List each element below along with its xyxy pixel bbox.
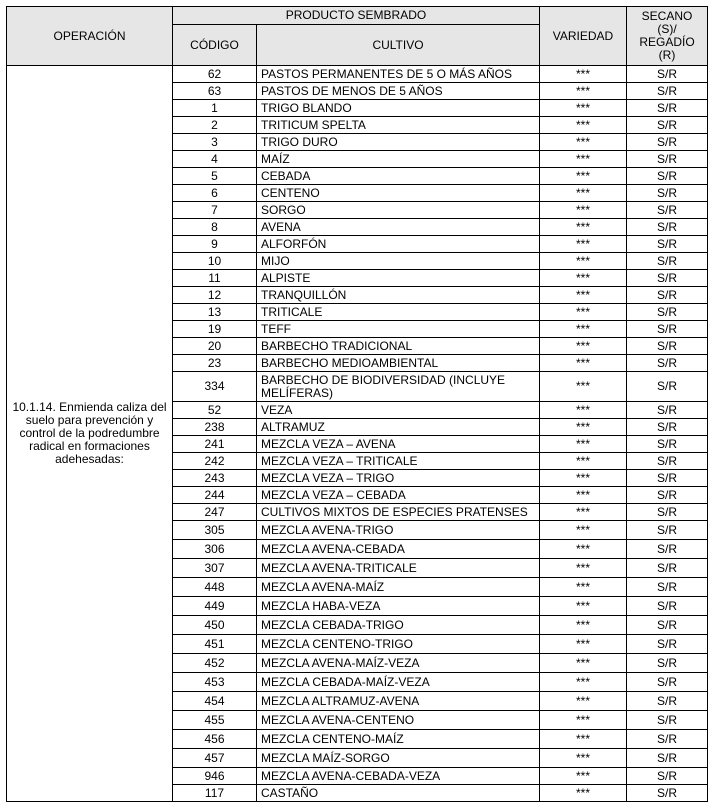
- header-secano-line: REGADÍO: [639, 35, 695, 49]
- crop-cell: CULTIVOS MIXTOS DE ESPECIES PRATENSES: [257, 504, 540, 521]
- crop-cell: PASTOS DE MENOS DE 5 AÑOS: [257, 83, 540, 100]
- variety-cell: ***: [540, 540, 627, 559]
- code-cell: 450: [173, 616, 257, 635]
- secano-cell: S/R: [627, 270, 708, 287]
- crop-cell: MEZCLA AVENA-CEBADA-VEZA: [257, 768, 540, 785]
- variety-cell: ***: [540, 692, 627, 711]
- crop-cell: TRITICUM SPELTA: [257, 117, 540, 134]
- crop-cell: MEZCLA VEZA – AVENA: [257, 436, 540, 453]
- variety-cell: ***: [540, 768, 627, 785]
- crop-cell: MEZCLA AVENA-TRIGO: [257, 521, 540, 540]
- code-cell: 456: [173, 730, 257, 749]
- variety-cell: ***: [540, 453, 627, 470]
- crop-cell: MEZCLA AVENA-CEBADA: [257, 540, 540, 559]
- secano-cell: S/R: [627, 151, 708, 168]
- variety-cell: ***: [540, 287, 627, 304]
- code-cell: 242: [173, 453, 257, 470]
- variety-cell: ***: [540, 304, 627, 321]
- code-cell: 19: [173, 321, 257, 338]
- variety-cell: ***: [540, 202, 627, 219]
- code-cell: 455: [173, 711, 257, 730]
- crop-cell: MEZCLA AVENA-CENTENO: [257, 711, 540, 730]
- secano-cell: S/R: [627, 253, 708, 270]
- crop-cell: BARBECHO DE BIODIVERSIDAD (INCLUYE MELÍFERAS): [257, 372, 540, 402]
- code-cell: 306: [173, 540, 257, 559]
- code-cell: 449: [173, 597, 257, 616]
- crop-cell: CENTENO: [257, 185, 540, 202]
- secano-cell: S/R: [627, 168, 708, 185]
- code-cell: 3: [173, 134, 257, 151]
- secano-cell: S/R: [627, 66, 708, 83]
- secano-cell: S/R: [627, 768, 708, 785]
- code-cell: 23: [173, 355, 257, 372]
- code-cell: 457: [173, 749, 257, 768]
- crop-cell: BARBECHO MEDIOAMBIENTAL: [257, 355, 540, 372]
- code-cell: 334: [173, 372, 257, 402]
- secano-cell: S/R: [627, 597, 708, 616]
- secano-cell: S/R: [627, 304, 708, 321]
- crop-cell: MEZCLA CENTENO-TRIGO: [257, 635, 540, 654]
- variety-cell: ***: [540, 168, 627, 185]
- variety-cell: ***: [540, 185, 627, 202]
- variety-cell: ***: [540, 673, 627, 692]
- code-cell: 8: [173, 219, 257, 236]
- crop-cell: TRIGO BLANDO: [257, 100, 540, 117]
- header-variedad: VARIEDAD: [540, 7, 627, 66]
- secano-cell: S/R: [627, 654, 708, 673]
- header-cultivo: CULTIVO: [257, 25, 540, 66]
- secano-cell: S/R: [627, 287, 708, 304]
- crop-cell: MEZCLA HABA-VEZA: [257, 597, 540, 616]
- variety-cell: ***: [540, 597, 627, 616]
- code-cell: 13: [173, 304, 257, 321]
- secano-cell: S/R: [627, 487, 708, 504]
- header-row-top: [7, 7, 708, 25]
- secano-cell: S/R: [627, 338, 708, 355]
- crop-cell: TRANQUILLÓN: [257, 287, 540, 304]
- crop-cell: TEFF: [257, 321, 540, 338]
- crop-cell: MEZCLA MAÍZ-SORGO: [257, 749, 540, 768]
- variety-cell: ***: [540, 402, 627, 419]
- secano-cell: S/R: [627, 436, 708, 453]
- crop-cell: MEZCLA CEBADA-TRIGO: [257, 616, 540, 635]
- secano-cell: S/R: [627, 635, 708, 654]
- secano-cell: S/R: [627, 355, 708, 372]
- code-cell: 6: [173, 185, 257, 202]
- variety-cell: ***: [540, 151, 627, 168]
- secano-cell: S/R: [627, 711, 708, 730]
- code-cell: 946: [173, 768, 257, 785]
- variety-cell: ***: [540, 559, 627, 578]
- crop-cell: MAÍZ: [257, 151, 540, 168]
- variety-cell: ***: [540, 355, 627, 372]
- code-cell: 10: [173, 253, 257, 270]
- code-cell: 238: [173, 419, 257, 436]
- crop-cell: MEZCLA AVENA-MAÍZ-VEZA: [257, 654, 540, 673]
- code-cell: 241: [173, 436, 257, 453]
- secano-cell: S/R: [627, 578, 708, 597]
- header-secano-line: (R): [658, 48, 676, 62]
- variety-cell: ***: [540, 749, 627, 768]
- secano-cell: S/R: [627, 453, 708, 470]
- code-cell: 7: [173, 202, 257, 219]
- secano-cell: S/R: [627, 236, 708, 253]
- code-cell: 305: [173, 521, 257, 540]
- secano-cell: S/R: [627, 521, 708, 540]
- code-cell: 451: [173, 635, 257, 654]
- crop-cell: SORGO: [257, 202, 540, 219]
- variety-cell: ***: [540, 372, 627, 402]
- code-cell: 62: [173, 66, 257, 83]
- table-header: [7, 7, 708, 66]
- code-cell: 5: [173, 168, 257, 185]
- secano-cell: S/R: [627, 372, 708, 402]
- code-cell: 1: [173, 100, 257, 117]
- variety-cell: ***: [540, 321, 627, 338]
- code-cell: 454: [173, 692, 257, 711]
- secano-cell: S/R: [627, 321, 708, 338]
- crop-cell: MEZCLA AVENA-MAÍZ: [257, 578, 540, 597]
- variety-cell: ***: [540, 785, 627, 802]
- code-cell: 243: [173, 470, 257, 487]
- secano-cell: S/R: [627, 785, 708, 802]
- code-cell: 244: [173, 487, 257, 504]
- crop-cell: ALPISTE: [257, 270, 540, 287]
- secano-cell: S/R: [627, 117, 708, 134]
- variety-cell: ***: [540, 253, 627, 270]
- variety-cell: ***: [540, 654, 627, 673]
- variety-cell: ***: [540, 134, 627, 151]
- header-secano-regadio: [627, 7, 708, 66]
- secano-cell: S/R: [627, 202, 708, 219]
- variety-cell: ***: [540, 117, 627, 134]
- crop-cell: MEZCLA VEZA – TRITICALE: [257, 453, 540, 470]
- crop-cell: MEZCLA VEZA – CEBADA: [257, 487, 540, 504]
- variety-cell: ***: [540, 635, 627, 654]
- variety-cell: ***: [540, 578, 627, 597]
- code-cell: 12: [173, 287, 257, 304]
- code-cell: 9: [173, 236, 257, 253]
- code-cell: 4: [173, 151, 257, 168]
- crop-cell: MIJO: [257, 253, 540, 270]
- crop-cell: ALFORFÓN: [257, 236, 540, 253]
- code-cell: 11: [173, 270, 257, 287]
- secano-cell: S/R: [627, 134, 708, 151]
- secano-cell: S/R: [627, 470, 708, 487]
- variety-cell: ***: [540, 100, 627, 117]
- crop-cell: MEZCLA CENTENO-MAÍZ: [257, 730, 540, 749]
- secano-cell: S/R: [627, 673, 708, 692]
- secano-cell: S/R: [627, 100, 708, 117]
- variety-cell: ***: [540, 470, 627, 487]
- secano-cell: S/R: [627, 730, 708, 749]
- secano-cell: S/R: [627, 402, 708, 419]
- code-cell: 2: [173, 117, 257, 134]
- code-cell: 307: [173, 559, 257, 578]
- code-cell: 52: [173, 402, 257, 419]
- operation-cell: 10.1.14. Enmienda caliza del suelo para prevención y control de la podredumbre radical en formaciones adehesadas:: [7, 66, 173, 802]
- variety-cell: ***: [540, 730, 627, 749]
- crop-cell: TRIGO DURO: [257, 134, 540, 151]
- table-body: [7, 66, 708, 802]
- crop-cell: BARBECHO TRADICIONAL: [257, 338, 540, 355]
- variety-cell: ***: [540, 504, 627, 521]
- header-operacion: OPERACIÓN: [7, 7, 173, 66]
- code-cell: 453: [173, 673, 257, 692]
- header-codigo: CÓDIGO: [173, 25, 257, 66]
- code-cell: 117: [173, 785, 257, 802]
- header-secano-line: SECANO: [641, 9, 693, 23]
- variety-cell: ***: [540, 419, 627, 436]
- table-row: [7, 66, 708, 83]
- secano-cell: S/R: [627, 559, 708, 578]
- variety-cell: ***: [540, 66, 627, 83]
- crop-cell: MEZCLA ALTRAMUZ-AVENA: [257, 692, 540, 711]
- secano-cell: S/R: [627, 419, 708, 436]
- code-cell: 448: [173, 578, 257, 597]
- code-cell: 63: [173, 83, 257, 100]
- crop-cell: VEZA: [257, 402, 540, 419]
- crop-cell: ALTRAMUZ: [257, 419, 540, 436]
- crop-cell: CASTAÑO: [257, 785, 540, 802]
- header-producto-sembrado: PRODUCTO SEMBRADO: [173, 7, 540, 25]
- secano-cell: S/R: [627, 749, 708, 768]
- variety-cell: ***: [540, 487, 627, 504]
- variety-cell: ***: [540, 83, 627, 100]
- code-cell: 247: [173, 504, 257, 521]
- variety-cell: ***: [540, 711, 627, 730]
- crop-cell: AVENA: [257, 219, 540, 236]
- secano-cell: S/R: [627, 616, 708, 635]
- crop-cell: MEZCLA CEBADA-MAÍZ-VEZA: [257, 673, 540, 692]
- secano-cell: S/R: [627, 185, 708, 202]
- variety-cell: ***: [540, 236, 627, 253]
- crop-cell: MEZCLA VEZA – TRIGO: [257, 470, 540, 487]
- secano-cell: S/R: [627, 692, 708, 711]
- code-cell: 20: [173, 338, 257, 355]
- crop-table: [6, 6, 708, 802]
- variety-cell: ***: [540, 338, 627, 355]
- secano-cell: S/R: [627, 219, 708, 236]
- code-cell: 452: [173, 654, 257, 673]
- variety-cell: ***: [540, 521, 627, 540]
- variety-cell: ***: [540, 270, 627, 287]
- header-secano-line: (S)/: [657, 22, 677, 36]
- secano-cell: S/R: [627, 540, 708, 559]
- crop-cell: PASTOS PERMANENTES DE 5 O MÁS AÑOS: [257, 66, 540, 83]
- variety-cell: ***: [540, 436, 627, 453]
- crop-cell: MEZCLA AVENA-TRITICALE: [257, 559, 540, 578]
- crop-cell: CEBADA: [257, 168, 540, 185]
- variety-cell: ***: [540, 219, 627, 236]
- secano-cell: S/R: [627, 504, 708, 521]
- variety-cell: ***: [540, 616, 627, 635]
- crop-cell: TRITICALE: [257, 304, 540, 321]
- secano-cell: S/R: [627, 83, 708, 100]
